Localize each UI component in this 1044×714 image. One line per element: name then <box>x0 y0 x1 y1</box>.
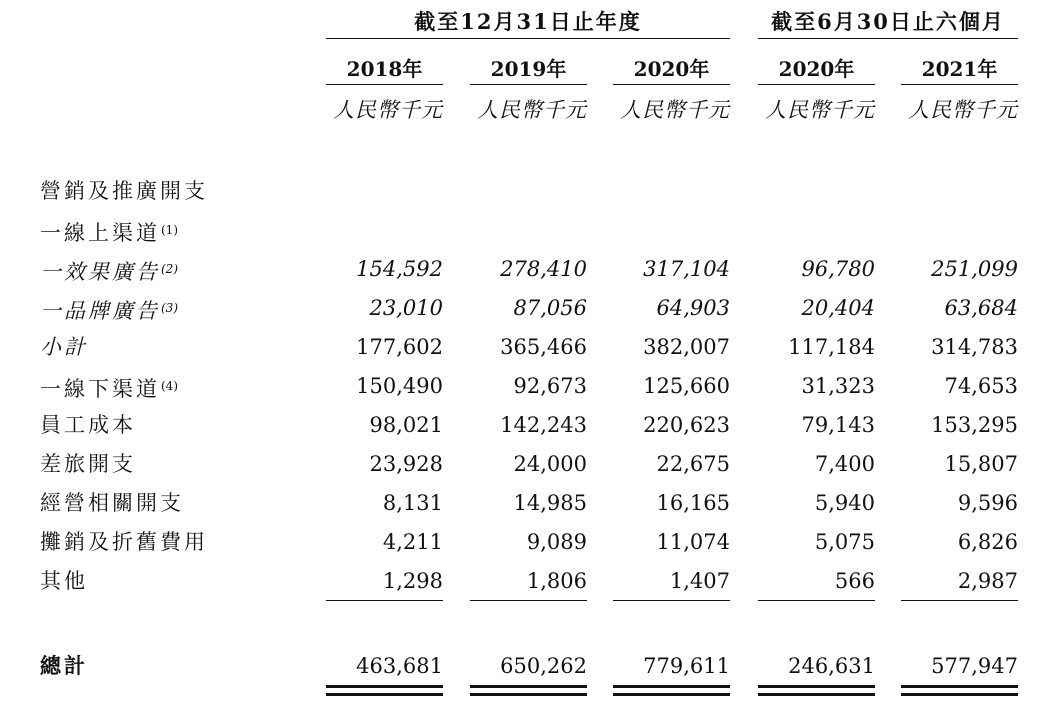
table-cell: 154,592 <box>356 257 443 281</box>
subtotal-rule <box>613 600 730 601</box>
table-cell: 6,826 <box>957 530 1018 554</box>
table-cell: 125,660 <box>643 374 730 398</box>
table-cell: 278,410 <box>500 257 587 281</box>
online-channel-label <box>40 214 178 246</box>
table-cell: 96,780 <box>801 257 875 281</box>
row-label-text: 差旅開支 <box>40 452 136 476</box>
total-double-rule <box>901 685 1018 696</box>
total-cell: 650,262 <box>500 654 587 678</box>
table-cell: 20,404 <box>801 296 875 320</box>
table-cell: 117,184 <box>788 335 875 359</box>
unit-label: 人民幣千元 <box>908 98 1018 122</box>
table-cell: 220,623 <box>643 413 730 437</box>
table-cell: 23,928 <box>369 452 443 476</box>
table-cell: 8,131 <box>382 491 443 515</box>
period-header-six-months: 截至6月30日止六個月 <box>758 6 1018 39</box>
table-cell: 98,021 <box>369 413 443 437</box>
footnote-ref: (2) <box>161 262 178 276</box>
table-cell: 317,104 <box>643 257 730 281</box>
row-label-text: 其他 <box>40 569 88 593</box>
subtotal-rule <box>470 600 587 601</box>
table-cell: 1,298 <box>382 569 443 593</box>
table-cell: 15,807 <box>944 452 1018 476</box>
table-cell: 92,673 <box>513 374 587 398</box>
row-label <box>40 448 136 480</box>
unit-label: 人民幣千元 <box>620 98 730 122</box>
total-double-rule <box>470 685 587 696</box>
table-cell: 4,211 <box>382 530 443 554</box>
total-cell: 779,611 <box>643 654 730 678</box>
table-cell: 251,099 <box>931 257 1018 281</box>
period-header-year-ended: 截至12月31日止年度 <box>326 6 730 39</box>
unit-label: 人民幣千元 <box>333 98 443 122</box>
table-cell: 7,400 <box>814 452 875 476</box>
table-cell: 16,165 <box>656 491 730 515</box>
row-label-text: 小計 <box>40 335 88 359</box>
row-label <box>40 487 184 519</box>
table-cell: 382,007 <box>643 335 730 359</box>
row-label-text: 一品牌廣告 <box>40 299 160 323</box>
table-cell: 24,000 <box>513 452 587 476</box>
row-label <box>40 565 88 597</box>
total-label: 總計 <box>40 653 88 678</box>
footnote-ref: (3) <box>161 301 178 315</box>
table-cell: 22,675 <box>656 452 730 476</box>
table-cell: 566 <box>834 569 875 593</box>
total-cell: 246,631 <box>788 654 875 678</box>
subtotal-rule <box>758 600 875 601</box>
table-cell: 314,783 <box>931 335 1018 359</box>
row-label <box>40 526 208 558</box>
table-cell: 64,903 <box>656 296 730 320</box>
table-cell: 23,010 <box>369 296 443 320</box>
year-header-2020-h1: 2020年 <box>758 54 875 85</box>
table-cell: 142,243 <box>500 413 587 437</box>
table-cell: 79,143 <box>801 413 875 437</box>
table-cell: 177,602 <box>356 335 443 359</box>
unit-label: 人民幣千元 <box>477 98 587 122</box>
table-cell: 9,089 <box>526 530 587 554</box>
footnote-ref: (1) <box>161 223 178 237</box>
table-cell: 63,684 <box>944 296 1018 320</box>
table-cell: 74,653 <box>944 374 1018 398</box>
table-cell: 1,806 <box>526 569 587 593</box>
total-double-rule <box>758 685 875 696</box>
row-label <box>40 331 88 363</box>
year-header-2019: 2019年 <box>470 54 587 85</box>
subtotal-rule <box>326 600 443 601</box>
row-label-text: 一效果廣告 <box>40 260 160 284</box>
unit-label: 人民幣千元 <box>765 98 875 122</box>
total-double-rule <box>613 685 730 696</box>
online-channel-text: 一線上渠道 <box>40 221 160 245</box>
row-label <box>40 409 136 441</box>
row-label-text: 經營相關開支 <box>40 491 184 515</box>
row-label <box>40 370 178 402</box>
year-header-2021-h1: 2021年 <box>901 54 1018 85</box>
total-cell: 463,681 <box>356 654 443 678</box>
subtotal-rule <box>901 600 1018 601</box>
row-label <box>40 292 178 324</box>
table-cell: 365,466 <box>500 335 587 359</box>
table-cell: 31,323 <box>801 374 875 398</box>
table-cell: 11,074 <box>656 530 730 554</box>
row-label-text: 攤銷及折舊費用 <box>40 530 208 554</box>
table-cell: 150,490 <box>356 374 443 398</box>
table-cell: 153,295 <box>931 413 1018 437</box>
total-cell: 577,947 <box>931 654 1018 678</box>
row-label-text: 一線下渠道 <box>40 377 160 401</box>
table-cell: 1,407 <box>669 569 730 593</box>
year-header-2020: 2020年 <box>613 54 730 85</box>
year-header-2018: 2018年 <box>326 54 443 85</box>
table-cell: 14,985 <box>513 491 587 515</box>
table-cell: 5,075 <box>814 530 875 554</box>
section-title: 營銷及推廣開支 <box>40 179 208 203</box>
total-double-rule <box>326 685 443 696</box>
table-cell: 9,596 <box>957 491 1018 515</box>
row-label <box>40 253 178 285</box>
table-cell: 5,940 <box>814 491 875 515</box>
row-label-text: 員工成本 <box>40 413 136 437</box>
table-cell: 2,987 <box>957 569 1018 593</box>
table-cell: 87,056 <box>513 296 587 320</box>
footnote-ref: (4) <box>161 379 178 393</box>
